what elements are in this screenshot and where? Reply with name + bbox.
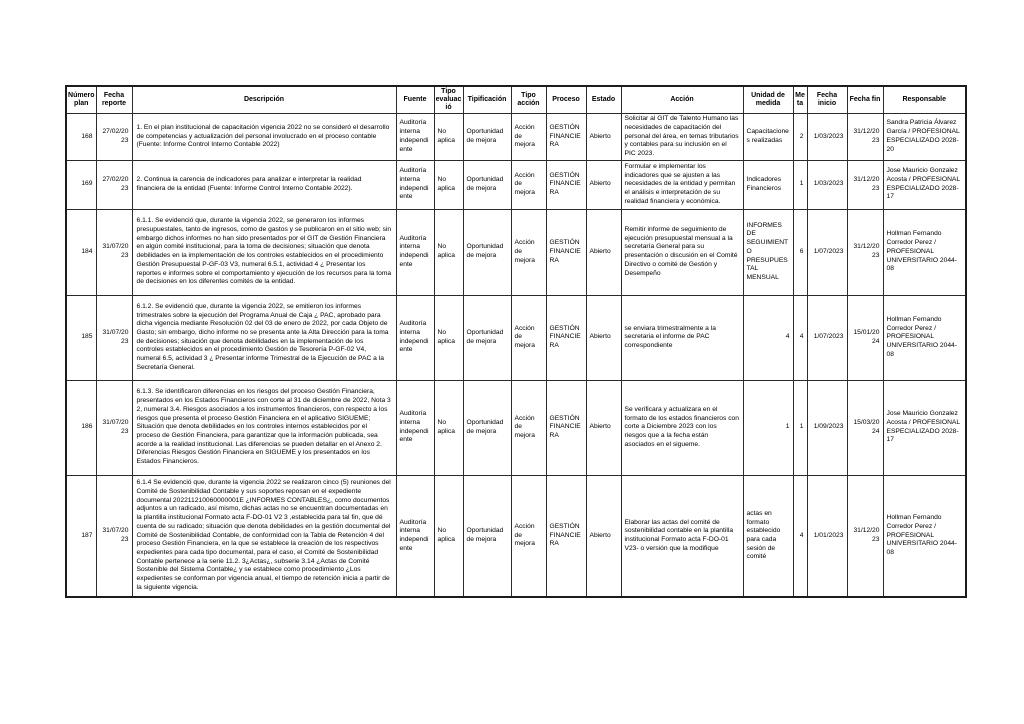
cell-fecha_fin: 15/01/2024: [847, 295, 883, 380]
cell-unidad_medida: 1: [743, 380, 793, 475]
cell-accion: se enviara trimestralmente a la secretaria el informe de PAC correspondiente: [621, 295, 743, 380]
cell-estado: Abierto: [586, 114, 621, 161]
cell-tipo_evaluacio: No aplica: [434, 209, 463, 295]
cell-tipo_evaluacio: No aplica: [434, 475, 463, 597]
cell-fecha_fin: 31/12/2023: [847, 160, 883, 209]
cell-descripcion: 6.1.2. Se evidenció que, durante la vigencia 2022, se emitieron los informes trimestrales sobre la ejecución del Programa Anual de Caja ¿ PAC, aprobado para dicha vigencia mediante Resolución 02 del 03 de enero de 2022, por cada Objeto de Gasto; sin embargo, dicho informe no se presenta ante la Alta Dirección para la toma de decisiones; situación que denota debilidades en la implementación de los controles establecidos en el procedimiento Gestión de Tesorería P-GF-02 V4, numeral 6.5, actividad 3 ¿ Presentar informe Trimestral de la Ejecución de PAC a la Secretaría General.: [132, 295, 396, 380]
column-header-tipo_evaluacio: Tipo evaluació: [434, 86, 463, 114]
cell-numero_plan: 185: [66, 295, 96, 380]
cell-accion: Solicitar al GIT de Talento Humano las necesidades de capacitación del personal del área, en temas tributarios y contables para su inclusión en el PIC 2023.: [621, 114, 743, 161]
cell-descripcion: 6.1.1. Se evidenció que, durante la vigencia 2022, se generaron los informes presupuestales, tanto de ingresos, como de gastos y se publicaron en el sitio web; sin embargo dichos informes no han sido presentados por el GIT de Gestión Financiera en algún comité institucional, para la toma de decisiones; situación que denota debilidades en la implementación de los controles establecidos en el procedimiento Gestión Presupuestal P-GF-03 V3, numeral 6.5.1, actividad 4 ¿ Presentar los reportes e informes sobre el comportamiento y ejecución de los recursos para la toma de decisiones en los diferentes comités de la entidad.: [132, 209, 396, 295]
cell-fecha_inicio: 1/03/2023: [807, 160, 847, 209]
cell-fecha_inicio: 1/07/2023: [807, 295, 847, 380]
cell-meta: 1: [793, 380, 807, 475]
cell-fecha_reporte: 31/07/2023: [96, 380, 132, 475]
cell-tipo_accion: Acción de mejora: [511, 114, 546, 161]
audit-plan-table: [65, 85, 967, 598]
column-header-proceso: Proceso: [546, 86, 586, 114]
cell-tipo_accion: Acción de mejora: [511, 380, 546, 475]
cell-proceso: GESTIÓN FINANCIERA: [546, 295, 586, 380]
column-header-responsable: Responsable: [883, 86, 966, 114]
table-body: [66, 114, 966, 598]
column-header-fecha_reporte: Fecha reporte: [96, 86, 132, 114]
cell-accion: Remitir informe de seguimiento de ejecución presupuestal mensual a la secretaría General para su presentación o discusión en el Comité Directivo o comité de Gestión y Desempeño: [621, 209, 743, 295]
cell-numero_plan: 186: [66, 380, 96, 475]
cell-responsable: Jose Mauricio Gonzalez Acosta / PROFESIONAL ESPECIALIZADO 2028-17: [883, 380, 966, 475]
cell-fecha_fin: 31/12/2023: [847, 475, 883, 597]
table-header-row: [66, 86, 966, 114]
cell-accion: Elaborar las actas del comité de sostenibilidad contable en la plantilla institucional Formato acta F-DO-01 V23- o versión que la modifique: [621, 475, 743, 597]
cell-fuente: Auditoría interna independiente: [396, 114, 434, 161]
cell-tipo_evaluacio: No aplica: [434, 114, 463, 161]
cell-responsable: Sandra Patricia Álvarez García / PROFESIONAL ESPECIALIZADO 2028-20: [883, 114, 966, 161]
cell-fecha_inicio: 1/09/2023: [807, 380, 847, 475]
column-header-fecha_fin: Fecha fin: [847, 86, 883, 114]
cell-unidad_medida: actas en formato establecido para cada sesión de comité: [743, 475, 793, 597]
table-row: [66, 475, 966, 597]
cell-meta: 4: [793, 475, 807, 597]
cell-responsable: Hollman Fernando Corredor Perez / PROFESIONAL UNIVERSITARIO 2044-08: [883, 475, 966, 597]
cell-estado: Abierto: [586, 209, 621, 295]
cell-numero_plan: 169: [66, 160, 96, 209]
cell-accion: Se verificara y actualizara en el formato de los estados financieros con corte a Diciembre 2023 con los riesgos que a la fecha están asociados en el sigueme.: [621, 380, 743, 475]
column-header-tipificacion: Tipificación: [463, 86, 511, 114]
cell-fecha_fin: 15/03/2024: [847, 380, 883, 475]
table-row: [66, 160, 966, 209]
column-header-numero_plan: Número plan: [66, 86, 96, 114]
cell-descripcion: 2. Continua la carencia de indicadores para analizar e interpretar la realidad financiera de la entidad (Fuente: Informe Control Interno Contable 2022).: [132, 160, 396, 209]
cell-fuente: Auditoría interna independiente: [396, 475, 434, 597]
cell-fecha_reporte: 31/07/2023: [96, 475, 132, 597]
cell-descripcion: 6.1.3. Se identificaron diferencias en los riesgos del proceso Gestión Financiera, presentados en los Estados Financieros con corte al 31 de diciembre de 2022, Nota 3 2, numeral 3.4. Riesgos asociados a los instrumentos financieros, con respecto a los riesgos que presenta el proceso Gestión Financiera en el aplicativo SIGUEME; Situación que denota debilidades en los controles internos establecidos por el proceso de Gestión Financiera, para garantizar que la información publicada, sea acorde a la realidad institucional. Las diferencias se pueden detallar en el Anexo 2. Diferencias Riesgos Gestión Financiera en SIGUEME y los presentados en los Estados Financieros.: [132, 380, 396, 475]
column-header-tipo_accion: Tipo acción: [511, 86, 546, 114]
column-header-meta: Meta: [793, 86, 807, 114]
column-header-descripcion: Descripción: [132, 86, 396, 114]
cell-estado: Abierto: [586, 295, 621, 380]
cell-tipo_accion: Acción de mejora: [511, 209, 546, 295]
cell-fuente: Auditoría interna independiente: [396, 295, 434, 380]
cell-fuente: Auditoría interna independiente: [396, 209, 434, 295]
cell-tipificacion: Oportunidad de mejora: [463, 160, 511, 209]
cell-fecha_reporte: 31/07/2023: [96, 209, 132, 295]
cell-tipo_evaluacio: No aplica: [434, 160, 463, 209]
cell-proceso: GESTIÓN FINANCIERA: [546, 209, 586, 295]
cell-tipo_accion: Acción de mejora: [511, 160, 546, 209]
cell-tipificacion: Oportunidad de mejora: [463, 295, 511, 380]
cell-unidad_medida: Capacitaciones realizadas: [743, 114, 793, 161]
cell-numero_plan: 187: [66, 475, 96, 597]
cell-fecha_fin: 31/12/2023: [847, 114, 883, 161]
cell-unidad_medida: INFORMES DE SEGUIMIENTO PRESUPUESTAL MENSUAL: [743, 209, 793, 295]
cell-estado: Abierto: [586, 475, 621, 597]
cell-meta: 2: [793, 114, 807, 161]
cell-fecha_fin: 31/12/2023: [847, 209, 883, 295]
table-row: [66, 380, 966, 475]
cell-tipo_evaluacio: No aplica: [434, 380, 463, 475]
cell-numero_plan: 184: [66, 209, 96, 295]
cell-proceso: GESTIÓN FINANCIERA: [546, 114, 586, 161]
table-row: [66, 114, 966, 161]
column-header-estado: Estado: [586, 86, 621, 114]
cell-fecha_reporte: 27/02/2023: [96, 160, 132, 209]
cell-accion: Formular e implementar los indicadores que se ajusten a las necesidades de la entidad y permitan el análisis e interpretación de su realidad financiera y económica.: [621, 160, 743, 209]
audit-plan-table-container: [65, 85, 965, 598]
cell-meta: 1: [793, 160, 807, 209]
cell-numero_plan: 168: [66, 114, 96, 161]
table-row: [66, 209, 966, 295]
table-row: [66, 295, 966, 380]
cell-fecha_inicio: 1/07/2023: [807, 209, 847, 295]
cell-fuente: Auditoría interna independiente: [396, 380, 434, 475]
cell-fecha_inicio: 1/03/2023: [807, 114, 847, 161]
column-header-fuente: Fuente: [396, 86, 434, 114]
cell-responsable: Hollman Fernando Corredor Perez / PROFESIONAL UNIVERSITARIO 2044-08: [883, 209, 966, 295]
cell-proceso: GESTIÓN FINANCIERA: [546, 475, 586, 597]
column-header-unidad_medida: Unidad de medida: [743, 86, 793, 114]
cell-descripcion: 6.1.4 Se evidenció que, durante la vigencia 2022 se realizaron cinco (5) reuniones del Comité de Sostenibilidad Contable y sus soportes reposan en el expediente documental 202211210060000001E ¿INFORMES CONTABLES¿, como documentos adjuntos a un radicado, así mismo, dichas actas no se encuentran documentadas en la plantilla institucional Formato acta F-DO-01 V2 3 ,establecida para tal fin, que dé cuenta de su radicado; situación que denota debilidades en la gestión documental del Comité de Sostenibilidad Contable, de conformidad con la Tabla de Retención 4 del proceso Gestión Financiera, en la que se establece la creación de los respectivos expedientes para cada tipo documental, para el caso, el Comité de Sostenibilidad Contable pertenece a la serie 11.2. 3¿Actas¿, subserie 3.14 ¿Actas de Comité Sostenible del Sistema Contable¿ y se establece como procedimiento ¿Los expedientes se conforman por vigencia anual, el tiempo de retención inicia a partir de la siguiente vigencia.: [132, 475, 396, 597]
cell-fecha_reporte: 27/02/2023: [96, 114, 132, 161]
cell-responsable: Hollman Fernando Corredor Perez / PROFESIONAL UNIVERSITARIO 2044-08: [883, 295, 966, 380]
column-header-accion: Acción: [621, 86, 743, 114]
cell-tipo_accion: Acción de mejora: [511, 475, 546, 597]
cell-tipificacion: Oportunidad de mejora: [463, 475, 511, 597]
cell-responsable: Jose Mauricio Gonzalez Acosta / PROFESIONAL ESPECIALIZADO 2028-17: [883, 160, 966, 209]
cell-meta: 4: [793, 295, 807, 380]
cell-meta: 6: [793, 209, 807, 295]
table-head: [66, 86, 966, 114]
column-header-fecha_inicio: Fecha inicio: [807, 86, 847, 114]
cell-tipificacion: Oportunidad de mejora: [463, 209, 511, 295]
cell-tipificacion: Oportunidad de mejora: [463, 114, 511, 161]
cell-fuente: Auditoría interna independiente: [396, 160, 434, 209]
cell-proceso: GESTIÓN FINANCIERA: [546, 380, 586, 475]
cell-estado: Abierto: [586, 380, 621, 475]
cell-unidad_medida: 4: [743, 295, 793, 380]
cell-estado: Abierto: [586, 160, 621, 209]
cell-fecha_inicio: 1/01/2023: [807, 475, 847, 597]
cell-proceso: GESTIÓN FINANCIERA: [546, 160, 586, 209]
cell-fecha_reporte: 31/07/2023: [96, 295, 132, 380]
cell-tipificacion: Oportunidad de mejora: [463, 380, 511, 475]
cell-tipo_accion: Acción de mejora: [511, 295, 546, 380]
cell-unidad_medida: Indicadores Financieros: [743, 160, 793, 209]
cell-tipo_evaluacio: No aplica: [434, 295, 463, 380]
cell-descripcion: 1. En el plan institucional de capacitación vigencia 2022 no se consideró el desarrollo de competencias y actualización del personal involucrado en el proceso contable (Fuente: Informe Control Interno Contable 2022): [132, 114, 396, 161]
